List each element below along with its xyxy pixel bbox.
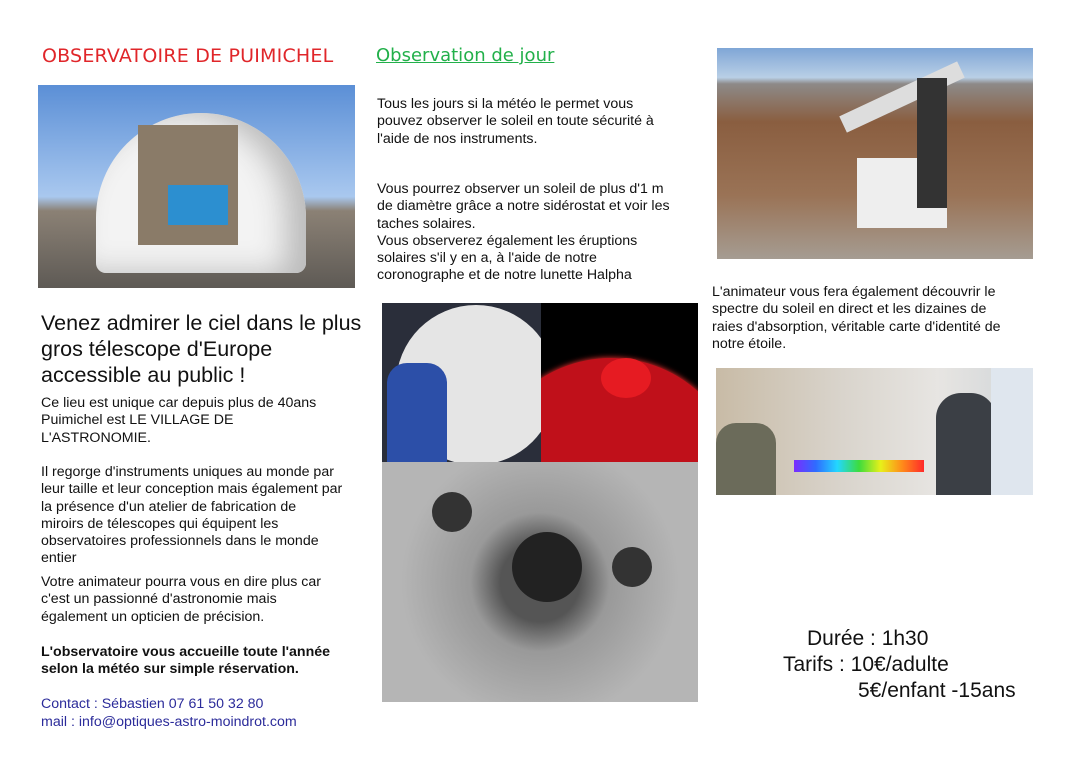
intro-paragraph: Ce lieu est unique car depuis plus de 40ans Puimichel est LE VILLAGE DE L'ASTRONOMIE.	[41, 395, 317, 446]
child-price: 5€/enfant -15ans	[858, 679, 1016, 702]
page-title: OBSERVATOIRE DE PUIMICHEL	[42, 45, 334, 67]
spectrum-paragraph: L'animateur vous fera également découvrir le spectre du soleil en direct et les dizaines de raies d'absorption, véritable carte d'identité de notre étoile.	[712, 284, 1001, 352]
section-subtitle: Observation de jour	[376, 45, 555, 66]
sun-projection-photo	[382, 303, 541, 462]
headline: Venez admirer le ciel dans le plus gros télescope d'Europe accessible au public !	[41, 311, 362, 387]
duration: Durée : 1h30	[807, 627, 929, 650]
solar-prominence-photo	[541, 303, 698, 462]
sunspot-photo	[382, 462, 698, 702]
animator-paragraph: Votre animateur pourra vous en dire plus car c'est un passionné d'astronomie mais également un opticien de précision.	[41, 574, 321, 625]
spectrum-demo-photo	[716, 368, 1033, 495]
instruments-paragraph: Il regorge d'instruments uniques au monde par leur taille et leur conception mais également par la présence d'un atelier de fabrication de miroirs de télescopes qui équipent les observatoires professionnels dans le monde entier	[41, 464, 343, 567]
adult-price: Tarifs : 10€/adulte	[783, 653, 949, 676]
contact-email[interactable]: mail : info@optiques-astro-moindrot.com	[41, 714, 297, 730]
telescope-landscape-photo	[717, 48, 1033, 259]
contact-phone[interactable]: Contact : Sébastien 07 61 50 32 80	[41, 696, 264, 712]
opening-paragraph: L'observatoire vous accueille toute l'année selon la météo sur simple réservation.	[41, 644, 331, 678]
observatory-dome-photo	[38, 85, 355, 288]
daily-observation-paragraph: Tous les jours si la météo le permet vous pouvez observer le soleil en toute sécurité à l'aide de nos instruments.	[377, 96, 654, 147]
siderostat-paragraph: Vous pourrez observer un soleil de plus d'1 m de diamètre grâce a notre sidérostat et voir les taches solaires. Vous observerez également les éruptions solaires s'il y en a, à l'aide de notre coronographe et de notre lunette Halpha	[377, 181, 670, 284]
